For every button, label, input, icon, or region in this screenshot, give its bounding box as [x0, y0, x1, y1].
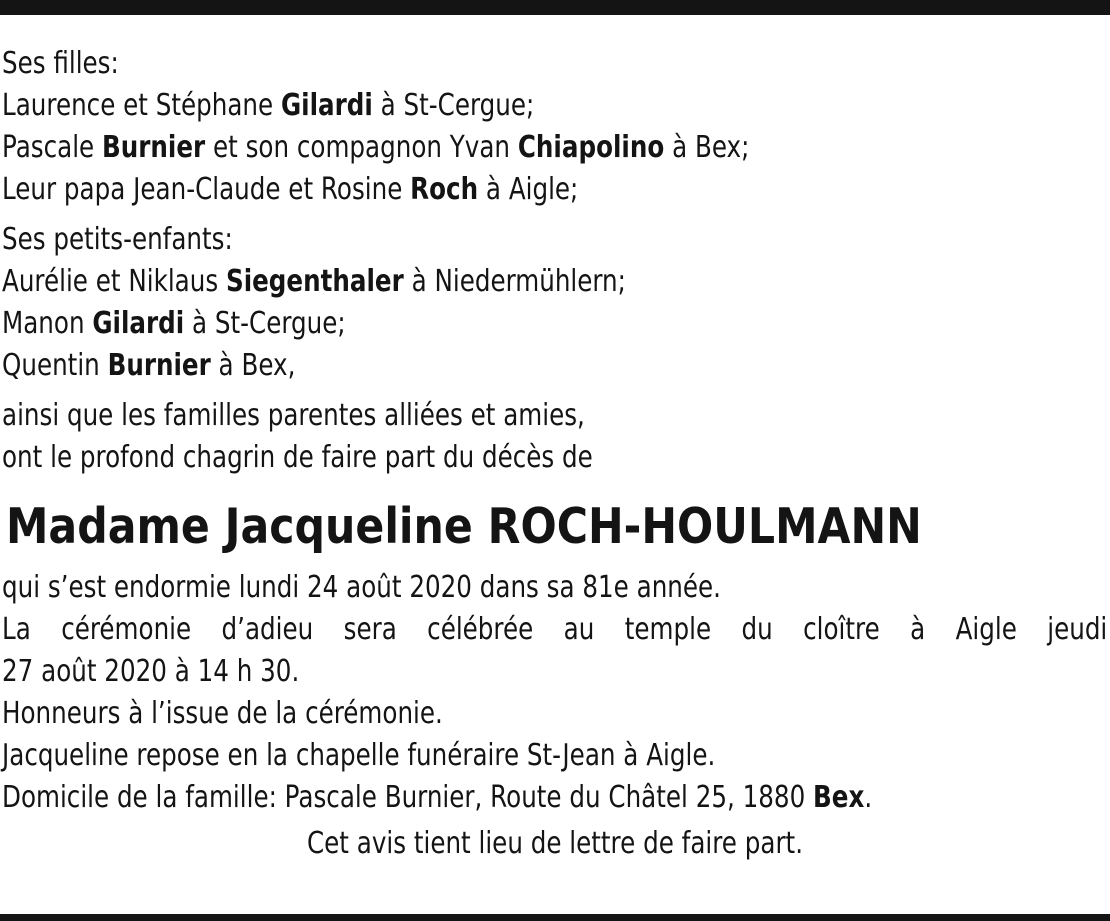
announcement-line: ont le profond chagrin de faire part du décès de [2, 440, 593, 475]
surname: Roch [410, 172, 479, 207]
family-line: Laurence et Stéphane Gilardi à St-Cergue; [2, 88, 535, 123]
ceremony-word: jeudi [1047, 612, 1108, 647]
deceased-name: Madame Jacqueline ROCH-HOULMANN [6, 498, 922, 555]
family-line: Quentin Burnier à Bex, [2, 348, 296, 383]
ceremony-word: d’adieu [221, 612, 314, 647]
surname: Gilardi [92, 306, 185, 341]
daughters-heading: Ses filles: [2, 46, 119, 81]
ceremony-time: 27 août 2020 à 14 h 30. [2, 654, 300, 689]
families-line: ainsi que les familles parentes alliées et amies, [2, 398, 585, 433]
family-line: Manon Gilardi à St-Cergue; [2, 306, 346, 341]
daughters-section [2, 43, 1108, 211]
ceremony-line [2, 609, 1107, 651]
ceremony-word: à [910, 612, 926, 647]
ceremony-word: La [2, 612, 31, 647]
ceremony-words [2, 609, 1107, 651]
surname: Burnier [107, 348, 211, 383]
ceremony-word: cérémonie [61, 612, 192, 647]
families-section [2, 395, 1108, 479]
grandchildren-section [2, 219, 1108, 387]
details-section [2, 567, 1108, 819]
surname: Chiapolino [517, 130, 665, 165]
ceremony-word: au [563, 612, 595, 647]
domicile-line: Domicile de la famille: Pascale Burnier, Route du Châtel 25, 1880 Bex. [2, 780, 873, 815]
rest-line: Jacqueline repose en la chapelle funéraire St-Jean à Aigle. [2, 738, 716, 773]
family-line: Pascale Burnier et son compagnon Yvan Chiapolino à Bex; [2, 130, 750, 165]
passing-line: qui s’est endormie lundi 24 août 2020 dans sa 81e année. [2, 570, 721, 605]
ceremony-word: sera [343, 612, 397, 647]
surname: Siegenthaler [225, 264, 404, 299]
domicile-town: Bex [813, 780, 865, 815]
surname: Gilardi [280, 88, 373, 123]
closing-line: Cet avis tient lieu de lettre de faire part. [306, 826, 804, 861]
ceremony-word: célébrée [427, 612, 534, 647]
ceremony-word: Aigle [955, 612, 1017, 647]
obituary-notice [2, 43, 1108, 865]
ceremony-word: du [741, 612, 773, 647]
top-rule [0, 0, 1110, 15]
bottom-rule [0, 914, 1110, 921]
surname: Burnier [102, 130, 206, 165]
ceremony-word: cloître [803, 612, 880, 647]
honors-line: Honneurs à l’issue de la cérémonie. [2, 696, 443, 731]
grandchildren-heading: Ses petits-enfants: [2, 222, 233, 257]
ceremony-word: temple [624, 612, 712, 647]
family-line: Aurélie et Niklaus Siegenthaler à Niedermühlern; [2, 264, 626, 299]
family-line: Leur papa Jean-Claude et Rosine Roch à Aigle; [2, 172, 579, 207]
